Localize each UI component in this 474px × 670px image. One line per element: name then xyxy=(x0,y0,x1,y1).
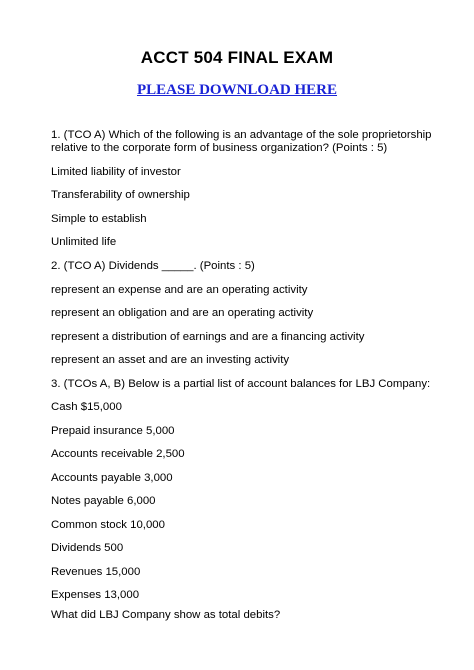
balance-expenses: Expenses 13,000 xyxy=(51,589,140,601)
question-1-option-4: Unlimited life xyxy=(51,236,117,248)
balance-accounts-payable: Accounts payable 3,000 xyxy=(51,472,173,484)
question-2-option-2: represent an obligation and are an operating activity xyxy=(51,307,314,319)
question-1-option-1: Limited liability of investor xyxy=(51,166,181,178)
question-1-line-1: 1. (TCO A) Which of the following is an advantage of the sole proprietorship xyxy=(51,129,432,141)
download-link[interactable]: PLEASE DOWNLOAD HERE xyxy=(136,82,338,98)
balance-revenues: Revenues 15,000 xyxy=(51,566,141,578)
question-3-prompt: What did LBJ Company show as total debits? xyxy=(51,609,281,621)
question-2-option-3: represent a distribution of earnings and are a financing activity xyxy=(51,331,365,343)
page-title: ACCT 504 FINAL EXAM xyxy=(140,48,334,67)
balance-prepaid-insurance: Prepaid insurance 5,000 xyxy=(51,425,175,437)
balance-common-stock: Common stock 10,000 xyxy=(51,519,165,531)
question-1-option-2: Transferability of ownership xyxy=(51,189,190,201)
question-2: 2. (TCO A) Dividends _____. (Points : 5) xyxy=(51,260,255,272)
question-3: 3. (TCOs A, B) Below is a partial list of account balances for LBJ Company: xyxy=(51,378,431,390)
question-1-line-2: relative to the corporate form of business organization? (Points : 5) xyxy=(51,142,388,154)
question-1-option-3: Simple to establish xyxy=(51,213,147,225)
balance-cash: Cash $15,000 xyxy=(51,401,122,413)
balance-notes-payable: Notes payable 6,000 xyxy=(51,495,156,507)
balance-accounts-receivable: Accounts receivable 2,500 xyxy=(51,448,185,460)
question-2-option-1: represent an expense and are an operating activity xyxy=(51,284,308,296)
question-2-option-4: represent an asset and are an investing activity xyxy=(51,354,290,366)
balance-dividends: Dividends 500 xyxy=(51,542,124,554)
